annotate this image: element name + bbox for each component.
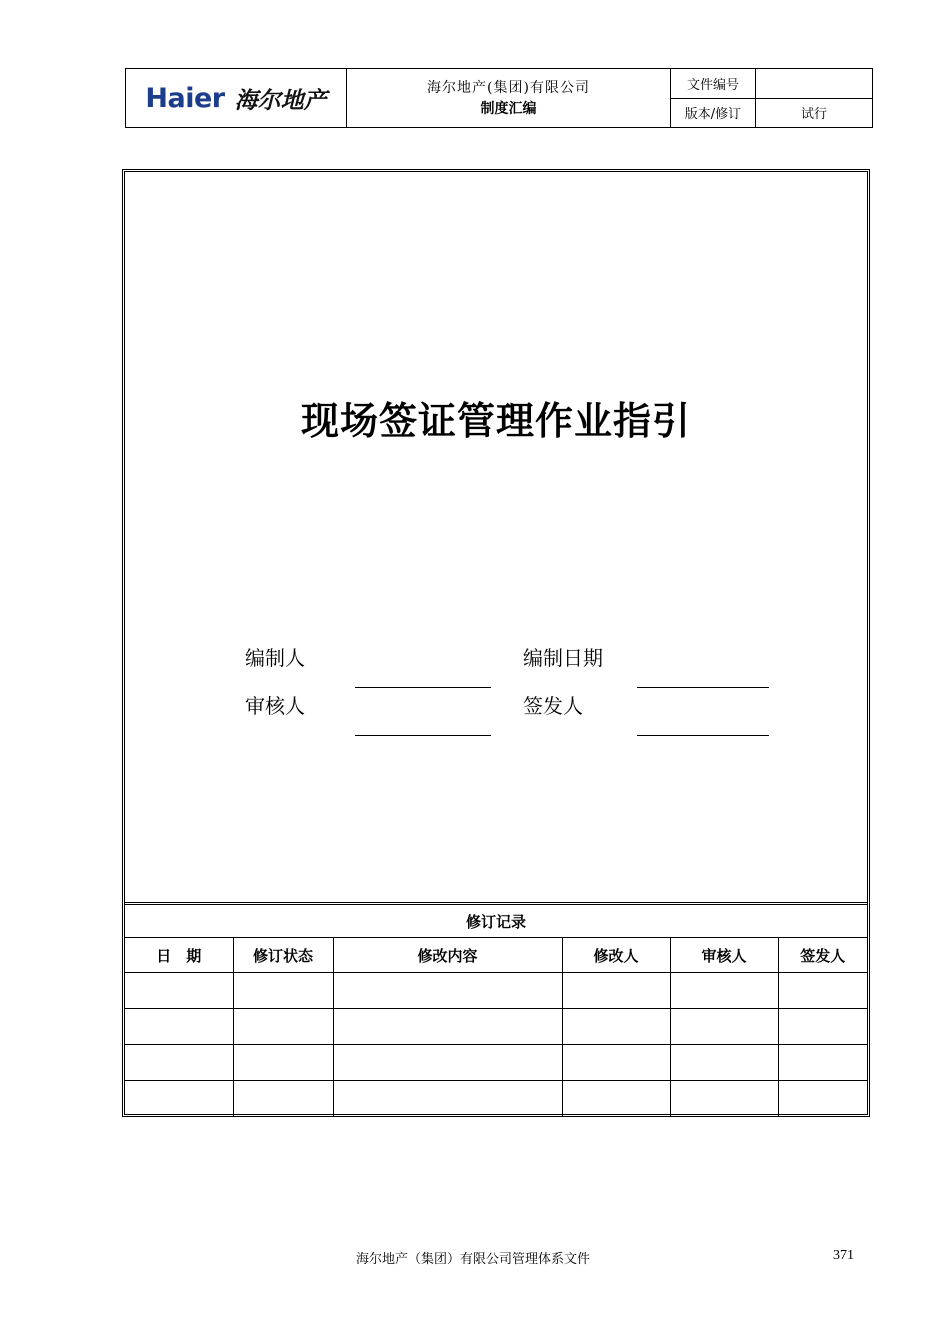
table-row (125, 1081, 867, 1117)
document-title: 现场签证管理作业指引 (300, 399, 691, 443)
reviewer-label: 审核人 (245, 694, 305, 718)
table-cell[interactable] (233, 1081, 333, 1117)
table-cell[interactable] (233, 1009, 333, 1045)
table-cell[interactable] (778, 1045, 867, 1081)
org-cell (347, 69, 671, 128)
preparer-signature-line[interactable] (355, 687, 491, 688)
col-date: 日 期 (125, 938, 233, 973)
table-cell[interactable] (778, 1081, 867, 1117)
revision-table (125, 902, 867, 1116)
doc-system: 制度汇编 (480, 101, 537, 117)
logo-cell (126, 69, 347, 128)
cover-frame (122, 169, 870, 1117)
table-cell[interactable] (333, 1009, 562, 1045)
table-cell[interactable] (562, 1081, 670, 1117)
logo-text-zh: 海尔地产 (234, 87, 327, 114)
col-change-content: 修改内容 (333, 938, 562, 973)
doc-no-value (756, 69, 873, 99)
prepare-date-label: 编制日期 (523, 646, 603, 670)
col-revision-status: 修订状态 (233, 938, 333, 973)
table-row (125, 973, 867, 1009)
page-number: 371 (833, 1248, 854, 1263)
table-cell[interactable] (333, 973, 562, 1009)
issuer-signature-line[interactable] (637, 735, 769, 736)
issuer-label: 签发人 (523, 694, 583, 718)
table-cell[interactable] (670, 1045, 778, 1081)
table-cell[interactable] (670, 1009, 778, 1045)
table-row (125, 1009, 867, 1045)
preparer-label: 编制人 (245, 646, 305, 670)
document-header (125, 68, 873, 128)
page-footer: 海尔地产（集团）有限公司管理体系文件 (356, 1252, 591, 1267)
doc-no-label: 文件编号 (671, 69, 756, 99)
revision-header-row (125, 938, 867, 973)
version-label: 版本/修订 (671, 98, 756, 128)
table-cell[interactable] (333, 1081, 562, 1117)
table-cell[interactable] (125, 973, 233, 1009)
revision-caption: 修订记录 (125, 904, 867, 938)
table-cell[interactable] (562, 1045, 670, 1081)
org-name: 海尔地产(集团)有限公司 (427, 80, 590, 96)
table-cell[interactable] (778, 973, 867, 1009)
version-value: 试行 (756, 98, 873, 128)
table-cell[interactable] (670, 1081, 778, 1117)
prepare-date-line[interactable] (637, 687, 769, 688)
col-issuer: 签发人 (778, 938, 867, 973)
company-logo (126, 69, 346, 127)
table-cell[interactable] (670, 973, 778, 1009)
logo-text-en: Haier (145, 82, 225, 114)
col-reviewer: 审核人 (670, 938, 778, 973)
table-cell[interactable] (562, 1009, 670, 1045)
table-cell[interactable] (333, 1045, 562, 1081)
table-cell[interactable] (125, 1009, 233, 1045)
table-row (125, 1045, 867, 1081)
table-cell[interactable] (125, 1081, 233, 1117)
col-modifier: 修改人 (562, 938, 670, 973)
table-cell[interactable] (778, 1009, 867, 1045)
table-cell[interactable] (125, 1045, 233, 1081)
table-cell[interactable] (233, 1045, 333, 1081)
table-cell[interactable] (562, 973, 670, 1009)
reviewer-signature-line[interactable] (355, 735, 491, 736)
table-cell[interactable] (233, 973, 333, 1009)
